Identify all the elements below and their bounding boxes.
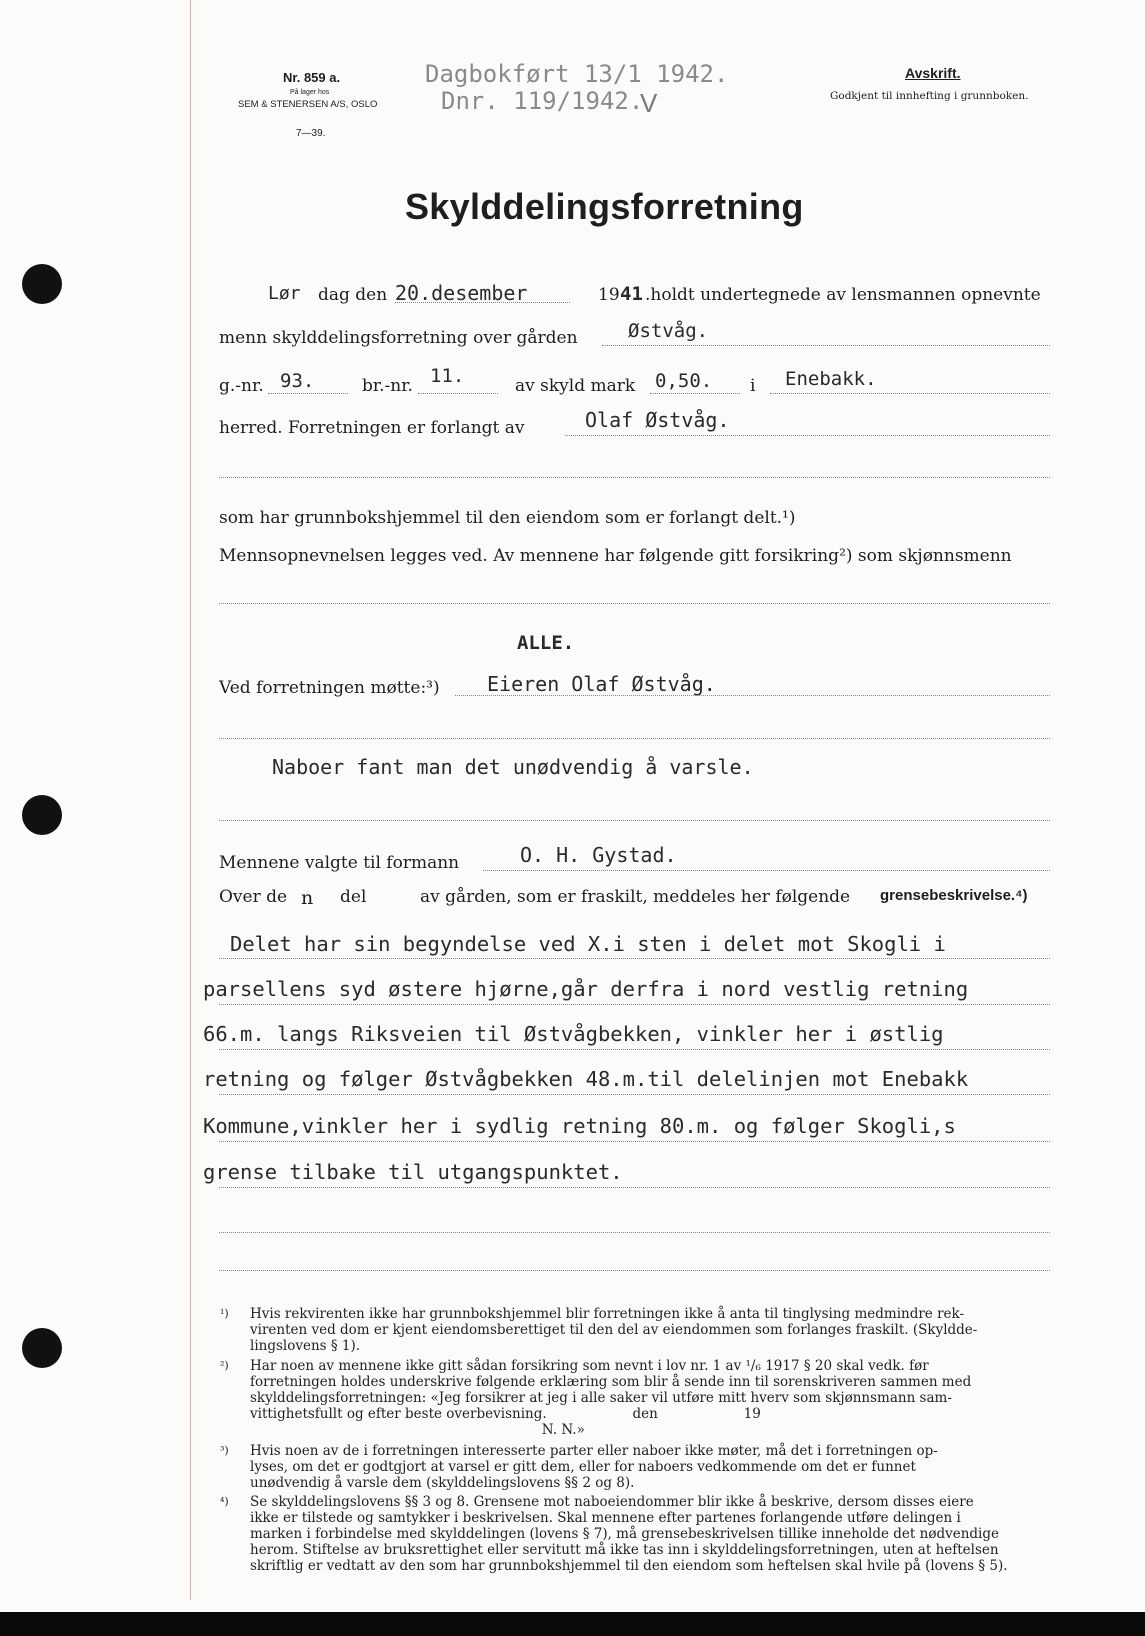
publisher-name: SEM & STENERSEN A/S, OSLO: [238, 99, 378, 110]
description-line: parsellens syd østere hjørne,går derfra i nord vestlig retning: [203, 977, 969, 1001]
chairman-value: O. H. Gystad.: [520, 843, 677, 867]
footnote-line: skriftlig er vedtatt av den som har grunnbokshjemmel til den eiendom som heftelsen skal hvile på (lovens § 5).: [250, 1558, 1008, 1574]
form-number: Nr. 859 a.: [283, 70, 341, 85]
footnote-line: unødvendig å varsle dem (skylddelingslovens §§ 2 og 8).: [250, 1475, 635, 1491]
requester-name: Olaf Østvåg.: [585, 408, 730, 432]
description-line: retning og følger Østvågbekken 48.m.til delelinjen mot Enebakk: [203, 1067, 969, 1091]
description-line: grense tilbake til utgangspunktet.: [203, 1160, 623, 1184]
row1-text: .holdt undertegnede av lensmannen opnevnte: [645, 285, 1041, 305]
description-rule: [219, 1004, 1050, 1005]
publisher-line: På lager hos: [290, 89, 330, 96]
skyld-value: 0,50.: [655, 370, 713, 392]
blank-line: [219, 1270, 1050, 1271]
page-title: Skylddelingsforretning: [405, 186, 804, 227]
footnote-line: virenten ved dom er kjent eiendomsberettiget til den del av eiendommen som forlanges fraskilt. (Skyldde-: [250, 1322, 978, 1338]
approval-note: Godkjent til innhefting i grunnboken.: [830, 90, 1029, 102]
footnote-number: ¹): [220, 1307, 229, 1320]
footnote-line: marken i forbindelse med skylddelingen (lovens § 7), må grensebeskrivelsen tillike inneholde det nødvendige: [250, 1526, 999, 1542]
registry-number: Dnr. 119/1942.: [441, 87, 644, 115]
blank-line: [219, 603, 1050, 604]
footnote-line: ikke er tilstede og samtykker i beskrivelsen. Skal mennene efter partenes forlangende utføre delingen i: [250, 1510, 961, 1526]
farm-line: [602, 345, 1050, 346]
row4-text: herred. Forretningen er forlangt av: [219, 418, 525, 438]
scan-border: [0, 1612, 1145, 1636]
chairman-line: [483, 870, 1050, 871]
footnote-line: Se skylddelingslovens §§ 3 og 8. Grensene mot naboeiendommer blir ikke å beskrive, dersom disses eiere: [250, 1494, 974, 1510]
footnote-number: ³): [220, 1444, 229, 1457]
skyld-line: [650, 393, 740, 394]
description-rule: [219, 1187, 1050, 1188]
check-mark: V: [640, 88, 658, 118]
description-line: Delet har sin begyndelse ved X.i sten i delet mot Skogli i: [230, 932, 946, 956]
row5-text: som har grunnbokshjemmel til den eiendom som er forlangt delt.¹): [219, 508, 796, 528]
footnote-line: forretningen holdes underskrive følgende erklæring som blir å sende inn til sorenskriveren sammen med: [250, 1374, 972, 1390]
row9-written: n: [301, 887, 314, 909]
year-field: 41: [620, 283, 643, 305]
description-rule: [219, 1049, 1050, 1050]
attendees-value: Eieren Olaf Østvåg.: [487, 672, 716, 696]
footnote-line: N. N.»: [250, 1422, 585, 1438]
description-line: 66.m. langs Riksveien til Østvågbekken, vinkler her i østlig: [203, 1022, 944, 1046]
attendees-line: [455, 695, 1050, 696]
boundary-heading: grensebeskrivelse.⁴): [880, 887, 1028, 904]
row9-text-b: del: [340, 887, 367, 907]
gnr-value: 93.: [280, 370, 315, 392]
registry-stamp: Dagbokført 13/1 1942.: [425, 60, 729, 88]
farm-name: Østvåg.: [628, 320, 709, 342]
row6-text: Mennsopnevnelsen legges ved. Av mennene har følgende gitt forsikring²) som skjønnsmenn: [219, 546, 1012, 566]
blank-line: [219, 820, 1050, 821]
gnr-label: g.-nr.: [219, 376, 264, 396]
skyld-label: av skyld mark: [515, 376, 636, 396]
row9-text-a: Over de: [219, 887, 288, 907]
copy-label: Avskrift.: [905, 65, 961, 81]
brnr-value: 11.: [430, 365, 465, 387]
date-line: [395, 302, 570, 303]
footnote-line: lingslovens § 1).: [250, 1338, 361, 1354]
footnote-line: lyses, om det er godtgjort at varsel er gitt dem, eller for naboers vedkommende om det er funnet: [250, 1459, 916, 1475]
blank-line: [219, 738, 1050, 739]
blank-line: [219, 1232, 1050, 1233]
i-label: i: [750, 376, 756, 396]
description-line: Kommune,vinkler her i sydlig retning 80.m. og følger Skogli,s: [203, 1114, 956, 1138]
row9-text-c: av gården, som er fraskilt, meddeles her følgende: [420, 887, 851, 907]
requester-line: [565, 435, 1050, 436]
row7-text: Ved forretningen møtte:³): [219, 678, 440, 698]
date-field: 20.desember: [395, 281, 528, 305]
appraisers-value: ALLE.: [517, 632, 575, 654]
footnote-line: Hvis rekvirenten ikke har grunnbokshjemmel blir forretningen ikke å anta til tinglysing medmindre rek-: [250, 1306, 965, 1322]
blank-line: [219, 477, 1050, 478]
description-rule: [219, 1141, 1050, 1142]
row2-text: menn skylddelingsforretning over gården: [219, 328, 578, 348]
brnr-label: br.-nr.: [362, 376, 413, 396]
row8-text: Mennene valgte til formann: [219, 853, 460, 873]
footnote-line: Hvis noen av de i forretningen interesserte parter eller naboer ikke møter, må det i forretningen op-: [250, 1443, 938, 1459]
municipality-line: [770, 393, 1050, 394]
brnr-line: [418, 393, 498, 394]
gnr-line: [268, 393, 348, 394]
municipality-value: Enebakk.: [785, 368, 877, 390]
year-prefix: 19: [598, 285, 620, 305]
footnote-line: vittighetsfullt og efter beste overbevisning. den 19: [250, 1406, 761, 1422]
description-rule: [219, 1094, 1050, 1095]
footnote-line: herom. Stiftelse av bruksrettighet eller servitutt må ikke tas inn i skylddelingsforretningen, uten at heftelsen: [250, 1542, 999, 1558]
punch-hole: [22, 264, 62, 304]
row1-label: dag den: [318, 285, 388, 305]
footnote-number: ²): [220, 1359, 229, 1372]
footnote-number: ⁴): [220, 1495, 229, 1508]
footnote-line: Har noen av mennene ikke gitt sådan forsikring som nevnt i lov nr. 1 av ¹/₆ 1917 § 20 skal vedk. før: [250, 1358, 929, 1374]
weekday: Lør: [268, 283, 301, 304]
footnote-line: skylddelingsforretningen: «Jeg forsikrer at jeg i alle saker vil utføre mitt hverv som skjønnsmann sam-: [250, 1390, 952, 1406]
form-date: 7—39.: [296, 128, 326, 139]
neighbours-note: Naboer fant man det unødvendig å varsle.: [272, 755, 754, 779]
description-rule: [219, 958, 1050, 959]
punch-hole: [22, 795, 62, 835]
